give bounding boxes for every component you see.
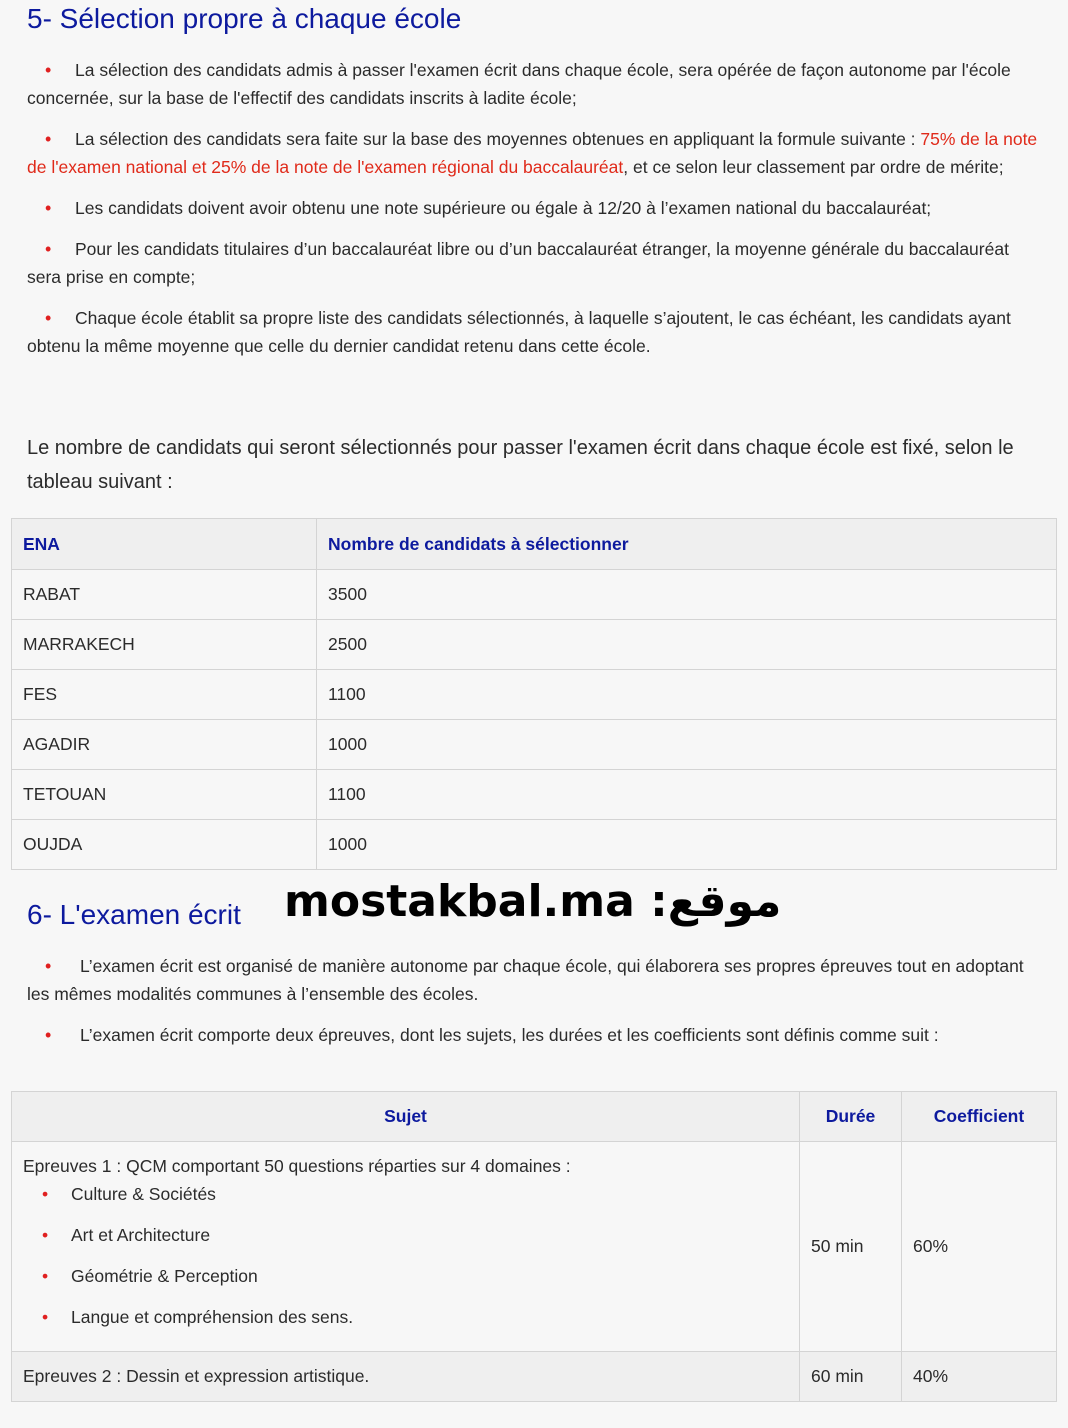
school-cell: FES [12,670,317,720]
subject-cell: Epreuves 2 : Dessin et expression artistique. [12,1352,800,1402]
table-row [12,720,1057,770]
section-5-title: 5- Sélection propre à chaque école [27,3,462,34]
header-ena: ENA [12,519,317,570]
coefficient-cell: 60% [902,1142,1057,1352]
school-cell: AGADIR [12,720,317,770]
coefficient-cell: 40% [902,1352,1057,1402]
bullet-dot-icon: • [42,1184,49,1204]
bullet-dot-icon: • [45,129,52,149]
bullet-item: • La sélection des candidats admis à passer l'examen écrit dans chaque école, sera opérée de façon autonome par l'école concernée, sur la base de l'effectif des candidats inscrits à ladite école; [27,56,1047,112]
bullet-dot-icon: • [45,239,52,259]
table-row [12,770,1057,820]
duration-cell: 60 min [800,1352,902,1402]
list-item: • Art et Architecture [23,1221,788,1249]
duration-cell: 50 min [800,1142,902,1352]
selection-bullets [27,56,1047,373]
bullet-dot-icon: • [45,956,52,976]
count-cell: 1100 [317,770,1057,820]
bullet-dot-icon: • [45,1025,52,1045]
bullet-item: • La sélection des candidats sera faite sur la base des moyennes obtenues en appliquant la formule suivante : 75% de la note de l'examen national et 25% de la note de l'examen régional du baccalauréat, et ce selon leur classement par ordre de mérite; [27,125,1047,181]
formula-highlight: 75% de la note de l'examen national et 25% de la note de l'examen régional du baccalauréat [27,129,1038,177]
exam-table [11,1091,1057,1402]
section-6-title: 6- L'examen écrit [27,899,241,930]
selection-lead-text: Le nombre de candidats qui seront sélectionnés pour passer l'examen écrit dans chaque école est fixé, selon le tableau suivant : [27,437,1014,493]
exam-1-intro: Epreuves 1 : QCM comportant 50 questions réparties sur 4 domaines : [23,1156,571,1176]
table-row [12,670,1057,720]
bullet-item: • L’examen écrit comporte deux épreuves, dont les sujets, les durées et les coefficients sont définis comme suit : [27,1021,1047,1049]
count-cell: 1000 [317,820,1057,870]
bullet-dot-icon: • [45,308,52,328]
school-cell: RABAT [12,570,317,620]
candidates-table [11,518,1057,870]
school-cell: OUJDA [12,820,317,870]
count-cell: 1100 [317,670,1057,720]
bullet-item: • Pour les candidats titulaires d’un baccalauréat libre ou d’un baccalauréat étranger, la moyenne générale du baccalauréat sera prise en compte; [27,235,1047,291]
table-row [12,570,1057,620]
header-count: Nombre de candidats à sélectionner [317,519,1057,570]
header-coefficient: Coefficient [902,1092,1057,1142]
table-header-row [12,1092,1057,1142]
bullet-item: • L’examen écrit est organisé de manière autonome par chaque école, qui élaborera ses propres épreuves tout en adoptant les mêmes modalités communes à l’ensemble des écoles. [27,952,1047,1008]
bullet-dot-icon: • [42,1266,49,1286]
school-cell: TETOUAN [12,770,317,820]
site-watermark: mostakbal.ma :موقع [284,876,782,927]
table-row [12,1142,1057,1352]
count-cell: 1000 [317,720,1057,770]
bullet-item: • Les candidats doivent avoir obtenu une note supérieure ou égale à 12/20 à l’examen national du baccalauréat; [27,194,1047,222]
table-header-row [12,519,1057,570]
list-item: • Culture & Sociétés [23,1180,788,1208]
bullet-item: • Chaque école établit sa propre liste des candidats sélectionnés, à laquelle s’ajoutent, le cas échéant, les candidats ayant obtenu la même moyenne que celle du dernier candidat retenu dans cette école. [27,304,1047,360]
exam-bullets [27,952,1047,1062]
header-subject: Sujet [12,1092,800,1142]
table-row [12,620,1057,670]
table-row [12,820,1057,870]
subject-cell [12,1142,800,1352]
list-item: • Langue et compréhension des sens. [23,1303,788,1331]
count-cell: 2500 [317,620,1057,670]
list-item: • Géométrie & Perception [23,1262,788,1290]
bullet-dot-icon: • [45,198,52,218]
table-row [12,1352,1057,1402]
bullet-dot-icon: • [42,1307,49,1327]
count-cell: 3500 [317,570,1057,620]
bullet-dot-icon: • [42,1225,49,1245]
bullet-dot-icon: • [45,60,52,80]
domain-list [23,1180,788,1331]
school-cell: MARRAKECH [12,620,317,670]
header-duration: Durée [800,1092,902,1142]
